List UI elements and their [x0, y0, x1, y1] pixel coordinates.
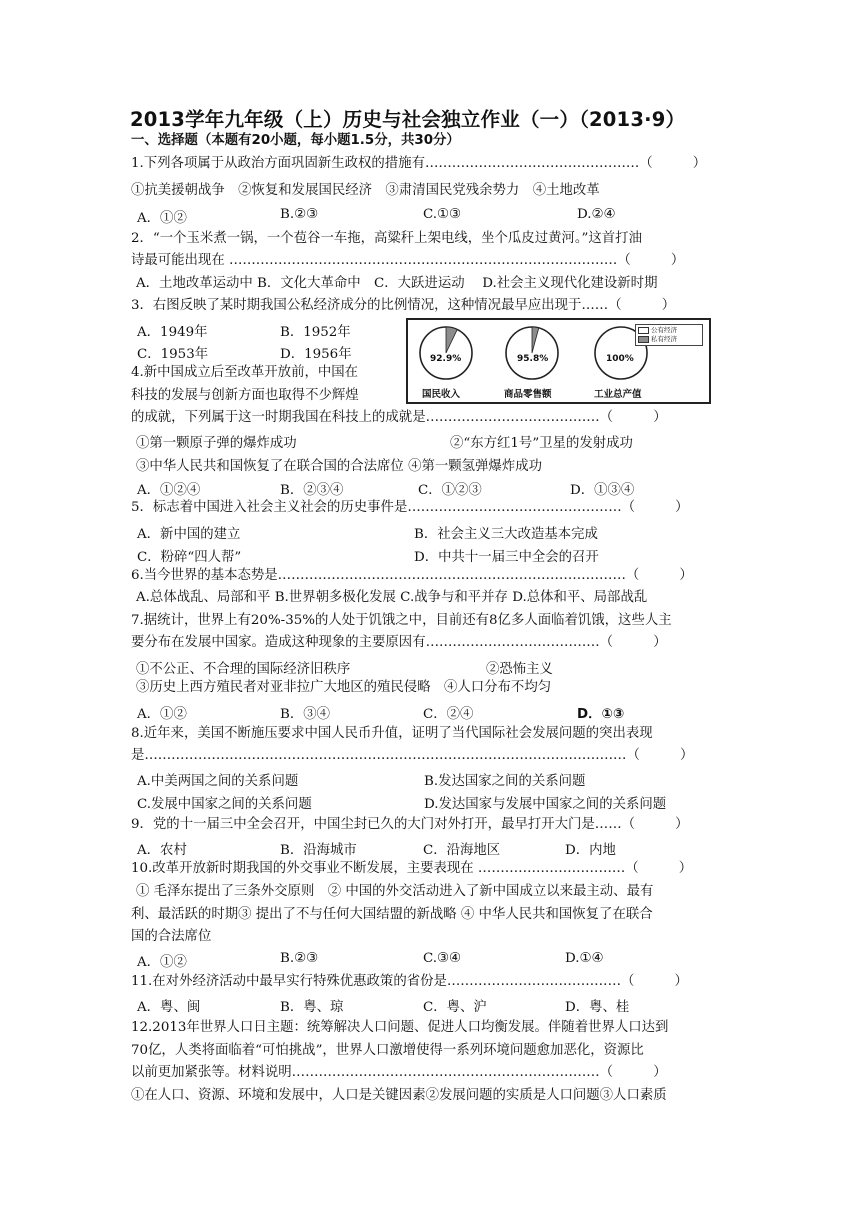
question-10-items: ① 毛泽东提出了三条外交原则 ② 中国的外交活动进入了新中国成立以来最主动、最有 — [136, 884, 654, 899]
pie-chart-figure — [406, 318, 711, 404]
question-2-cont: 诗最可能出现在 ……………………………………………………………………………（ ） — [131, 253, 685, 268]
question-1-items: ①抗美援朝战争 ②恢复和发展国民经济 ③肃清国民党残余势力 ④土地改革 — [131, 183, 600, 198]
q4-option-c: C．①②③ — [418, 483, 482, 498]
q9-option-d: D．内地 — [565, 843, 616, 858]
chart-legend — [635, 324, 703, 346]
q10-option-b: B.②③ — [280, 951, 319, 966]
page-title: 2013学年九年级（上）历史与社会独立作业（一）（2013·9） — [130, 108, 686, 131]
q11-option-b: B．粤、琼 — [280, 1000, 344, 1015]
q3-option-d: D．1956年 — [280, 347, 352, 362]
question-11: 11.在对外经济活动中最早实行特殊优惠政策的省份是…………………………………（ ） — [131, 974, 688, 989]
q10-option-c: C.③④ — [423, 951, 462, 966]
q4-option-b: B．②③④ — [280, 483, 344, 498]
q10-option-d: D.①④ — [565, 951, 604, 966]
legend-private — [638, 335, 700, 344]
q7-items-3-4: ③历史上西方殖民者对亚非拉广大地区的殖民侵略 ④人口分布不均匀 — [136, 680, 552, 695]
q4-item-3: ③中华人民共和国恢复了在联合国的合法席位 ④第一颗氢弹爆炸成功 — [136, 459, 542, 474]
question-7: 7.据统计，世界上有20%-35%的人处于饥饿之中，目前还有8亿多人面临着饥饿，这些人主 — [131, 613, 672, 628]
q7-item-2: ②恐怖主义 — [486, 662, 553, 677]
question-6: 6.当今世界的基本态势是……………………………………………………………………（ ） — [131, 568, 693, 583]
q7-option-c: C．②④ — [423, 707, 474, 722]
q8-option-b: B.发达国家之间的关系问题 — [424, 774, 586, 789]
q7-option-b: B．③④ — [280, 707, 331, 722]
q10-option-a: A．①② — [137, 955, 187, 970]
q8-option-d: D.发达国家与发展中国家之间的关系问题 — [424, 797, 667, 812]
question-10-items-cont2: 国的合法席位 — [131, 929, 212, 944]
q11-option-d: D．粤、桂 — [565, 1000, 630, 1015]
pie-label-3: 工业总产值 — [594, 389, 642, 400]
q5-option-c: C．粉碎“四人帮” — [137, 550, 242, 565]
q11-option-a: A．粤、闽 — [137, 1000, 201, 1015]
question-8: 8.近年来，美国不断施压要求中国人民币升值，证明了当代国际社会发展问题的突出表现 — [131, 726, 653, 741]
question-3: 3．右图反映了某时期我国公私经济成分的比例情况，这种情况最早应出现于……（ ） — [131, 298, 676, 313]
q1-option-d: D.②④ — [577, 207, 616, 222]
q4-option-a: A．①②④ — [137, 483, 201, 498]
legend-public — [638, 326, 700, 335]
question-10-items-cont: 利、最活跃的时期③ 提出了不与任何大国结盟的新战略 ④ 中华人民共和国恢复了在联合 — [131, 907, 653, 922]
pie-value-1: 92.9% — [430, 354, 462, 364]
question-4-cont2: 的成就，下列属于这一时期我国在科技上的成就是…………………………………（ ） — [131, 410, 667, 425]
q8-option-a: A.中美两国之间的关系问题 — [137, 774, 299, 789]
question-4-cont: 科技的发展与创新方面也取得不少辉煌 — [131, 388, 359, 403]
question-7-cont: 要分布在发展中国家。造成这种现象的主要原因有…………………………………（ ） — [131, 635, 667, 650]
q5-option-d: D．中共十一届三中全会的召开 — [414, 550, 599, 565]
question-8-cont: 是………………………………………………………………………………………………（ ） — [131, 748, 694, 763]
pie-value-2: 95.8% — [517, 354, 549, 364]
q1-option-b: B.②③ — [280, 207, 319, 222]
pie-label-2: 商品零售额 — [504, 389, 552, 400]
q8-option-c: C.发展中国家之间的关系问题 — [137, 797, 312, 812]
q4-item-2: ②“东方红1号”卫星的发射成功 — [450, 436, 633, 451]
q7-option-a: A．①② — [137, 707, 187, 722]
question-9: 9．党的十一届三中全会召开，中国尘封已久的大门对外打开，最早打开大门是……（ ） — [131, 817, 689, 832]
q3-option-a: A．1949年 — [137, 325, 208, 340]
question-1: 1.下列各项属于从政治方面巩固新生政权的措施有…………………………………………（ ） — [131, 156, 707, 171]
question-12-cont2: 以前更加紧张等。材料说明……………………………………………………………（ ） — [131, 1065, 667, 1080]
question-12-items: ①在人口、资源、环境和发展中，人口是关键因素②发展问题的实质是人口问题③人口素质 — [131, 1088, 667, 1103]
q7-item-1: ①不公正、不合理的国际经济旧秩序 — [136, 662, 351, 677]
q3-option-b: B．1952年 — [280, 325, 351, 340]
question-5: 5．标志着中国进入社会主义社会的历史事件是…………………………………………（ ） — [131, 500, 689, 515]
question-2: 2．“一个玉米煮一锅，一个苞谷一车拖，高粱秆上架电线，坐个瓜皮过黄河。”这首打油 — [131, 231, 642, 246]
q5-option-a: A．新中国的建立 — [137, 527, 241, 542]
legend-swatch-private — [638, 336, 649, 343]
legend-swatch-public — [638, 327, 649, 334]
question-12: 12.2013年世界人口日主题：统筹解决人口问题、促进人口均衡发展。伴随着世界人口达到 — [131, 1020, 669, 1035]
q4-option-d: D．①③④ — [570, 483, 635, 498]
q3-option-c: C．1953年 — [137, 347, 209, 362]
q9-option-a: A．农村 — [137, 843, 187, 858]
legend-label-private: 私有经济 — [651, 335, 677, 343]
pie-label-1: 国民收入 — [422, 389, 461, 400]
question-2-options: A．土地改革运动中 B．文化大革命中 C．大跃进运动 D.社会主义现代化建设新时期 — [136, 276, 658, 291]
question-6-options: A.总体战乱、局部和平 B.世界朝多极化发展 C.战争与和平并存 D.总体和平、局部战乱 — [136, 590, 648, 605]
q1-option-c: C.①③ — [423, 207, 462, 222]
q5-option-b: B．社会主义三大改造基本完成 — [414, 527, 598, 542]
section-heading: 一、选择题（本题有20小题，每小题1.5分，共30分） — [131, 133, 460, 148]
question-12-cont: 70亿，人类将面临着“可怕挑战”，世界人口激增使得一系列环境问题愈加恶化，资源比 — [131, 1043, 644, 1058]
q7-option-d: D．①③ — [577, 707, 625, 722]
q11-option-c: C．粤、沪 — [423, 1000, 487, 1015]
q1-option-a: A．①② — [137, 211, 187, 226]
q4-item-1: ①第一颗原子弹的爆炸成功 — [136, 436, 297, 451]
legend-label-public: 公有经济 — [651, 326, 677, 334]
question-10: 10.改革开放新时期我国的外交事业不断发展，主要表现在 ……………………………（ ） — [131, 861, 693, 876]
question-4: 4.新中国成立后至改革开放前，中国在 — [131, 365, 359, 380]
pie-value-3: 100% — [606, 354, 634, 364]
q9-option-c: C．沿海地区 — [423, 843, 501, 858]
q9-option-b: B．沿海城市 — [280, 843, 357, 858]
